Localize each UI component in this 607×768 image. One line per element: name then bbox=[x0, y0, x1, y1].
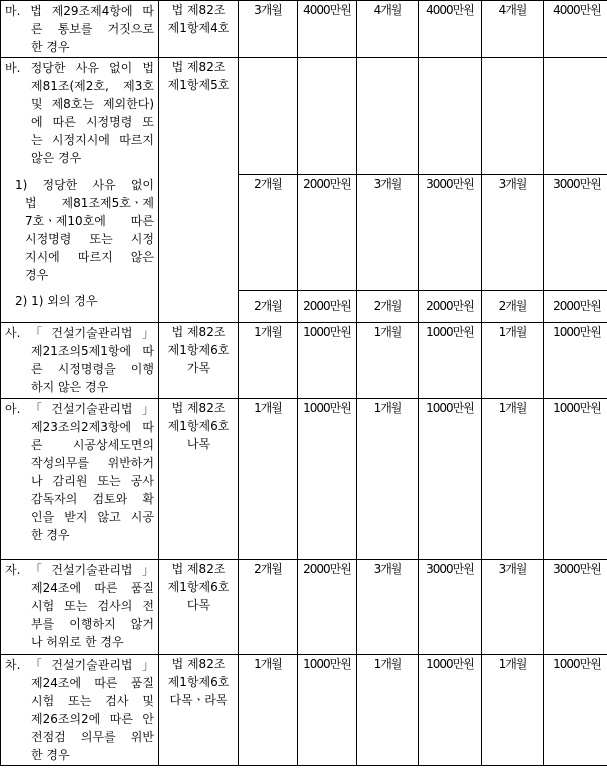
penalty-value: 1개월 bbox=[357, 655, 419, 766]
penalty-value: 3000만원 bbox=[419, 560, 482, 655]
violation-text: 부를 이행하지 않거 bbox=[31, 617, 154, 631]
violation-cell bbox=[1, 560, 159, 655]
table-row bbox=[1, 58, 607, 175]
violation-text: 2) 1) 외의 경우 bbox=[15, 293, 98, 308]
penalty-value: 2000만원 bbox=[298, 175, 357, 291]
penalty-value: 1개월 bbox=[482, 655, 544, 766]
law-text: 다목ㆍ라목 bbox=[169, 693, 228, 707]
penalty-value: 1000만원 bbox=[298, 399, 357, 560]
law-text: 법 제82조 bbox=[171, 657, 226, 671]
penalty-value: 3개월 bbox=[357, 560, 419, 655]
law-text: 제1항제6호 bbox=[167, 580, 230, 594]
penalty-value: 2000만원 bbox=[419, 291, 482, 323]
penalty-value: 4000만원 bbox=[544, 1, 607, 58]
law-text: 법 제82조 bbox=[171, 3, 226, 17]
table-row bbox=[1, 1, 607, 58]
penalty-value: 2개월 bbox=[239, 291, 298, 323]
violation-text: 시험 또는 검사의 전 bbox=[31, 599, 154, 613]
penalty-value: 3개월 bbox=[482, 175, 544, 291]
violation-text: 시험 또는 검사 및 bbox=[31, 694, 154, 708]
law-text: 제1항제6호 bbox=[167, 675, 230, 689]
penalty-value: 4000만원 bbox=[298, 1, 357, 58]
penalty-value: 2개월 bbox=[239, 560, 298, 655]
violation-text: 마. 법 제29조제4항에 따 bbox=[5, 4, 154, 18]
penalty-value: 1개월 bbox=[482, 399, 544, 560]
penalty-value bbox=[419, 58, 482, 175]
law-text: 제1항제6호 bbox=[167, 343, 230, 357]
violation-text: 1) 정당한 사유 없이 bbox=[15, 177, 154, 192]
violation-text: 한 경우 bbox=[31, 748, 70, 762]
violation-text: 나 허위로 한 경우 bbox=[31, 635, 124, 649]
penalty-value: 1000만원 bbox=[298, 655, 357, 766]
law-cell bbox=[159, 58, 239, 175]
violation-text: 사.「건설기술관리법」 bbox=[5, 326, 154, 340]
violation-text: 차.「건설기술관리법」 bbox=[5, 658, 154, 672]
violation-text: 및 제8호는 제외한다) bbox=[31, 97, 154, 111]
table-row bbox=[1, 291, 607, 323]
law-text: 제1항제4호 bbox=[167, 21, 230, 35]
violation-text: 경우 bbox=[25, 267, 49, 282]
law-text: 법 제82조 bbox=[171, 60, 226, 74]
penalty-value: 1000만원 bbox=[298, 323, 357, 399]
penalty-value: 3개월 bbox=[482, 560, 544, 655]
violation-text: 감독자의 검토와 확 bbox=[31, 492, 154, 506]
penalty-value: 3000만원 bbox=[544, 560, 607, 655]
penalty-value: 1000만원 bbox=[419, 655, 482, 766]
penalty-value: 2개월 bbox=[239, 175, 298, 291]
penalty-value: 3000만원 bbox=[419, 175, 482, 291]
violation-cell bbox=[1, 1, 159, 58]
violation-text: 한 경우 bbox=[31, 528, 70, 542]
law-cell bbox=[159, 323, 239, 399]
penalty-value: 1개월 bbox=[482, 323, 544, 399]
violation-text: 제26조의2에 따른 안 bbox=[31, 712, 154, 726]
violation-text: 는 시정지시에 따르지 bbox=[31, 133, 154, 147]
penalty-value: 2개월 bbox=[482, 291, 544, 323]
penalty-value: 1000만원 bbox=[544, 655, 607, 766]
table-row bbox=[1, 655, 607, 766]
law-cell bbox=[159, 399, 239, 560]
violation-cell bbox=[1, 175, 159, 291]
penalty-value: 2000만원 bbox=[298, 291, 357, 323]
violation-text: 에 따른 시정명령 또 bbox=[31, 115, 154, 129]
violation-text: 제81조(제2호, 제3호 bbox=[31, 79, 154, 93]
law-text: 법 제82조 bbox=[171, 562, 226, 576]
violation-text: 른 시정명령을 이행 bbox=[31, 362, 154, 376]
violation-text: 아.「건설기술관리법」 bbox=[5, 402, 154, 416]
violation-text: 제23조의2제3항에 따 bbox=[31, 420, 154, 434]
violation-text: 인을 받지 않고 시공 bbox=[31, 510, 154, 524]
violation-text: 하지 않은 경우 bbox=[31, 380, 109, 394]
penalty-value: 4000만원 bbox=[419, 1, 482, 58]
penalty-value: 2000만원 bbox=[544, 291, 607, 323]
penalty-value: 3개월 bbox=[357, 175, 419, 291]
law-cell bbox=[159, 175, 239, 291]
law-cell bbox=[159, 655, 239, 766]
law-text: 법 제82조 bbox=[171, 401, 226, 415]
penalty-value: 1개월 bbox=[357, 323, 419, 399]
violation-text: 바. 정당한 사유 없이 법 bbox=[5, 61, 154, 75]
penalty-value: 1개월 bbox=[239, 399, 298, 560]
violation-text: 나 감리원 또는 공사 bbox=[31, 474, 154, 488]
violation-cell bbox=[1, 655, 159, 766]
violation-text: 않은 경우 bbox=[31, 151, 82, 165]
penalty-value: 1개월 bbox=[239, 323, 298, 399]
penalty-value: 1000만원 bbox=[419, 399, 482, 560]
violation-text: 른 통보를 거짓으로 bbox=[31, 22, 154, 36]
law-text: 법 제82조 bbox=[171, 325, 226, 339]
penalty-value: 4개월 bbox=[482, 1, 544, 58]
table-row bbox=[1, 175, 607, 291]
penalty-value: 1000만원 bbox=[544, 323, 607, 399]
penalty-value: 1개월 bbox=[239, 655, 298, 766]
penalty-value bbox=[544, 58, 607, 175]
violation-cell bbox=[1, 58, 159, 175]
violation-text: 제24조에 따른 품질 bbox=[31, 676, 154, 690]
violation-cell bbox=[1, 399, 159, 560]
violation-text: 한 경우 bbox=[31, 40, 70, 54]
violation-text: 전점검 의무를 위반 bbox=[31, 730, 154, 744]
violation-text: 제21조의5제1항에 따 bbox=[31, 344, 154, 358]
penalty-value: 1000만원 bbox=[419, 323, 482, 399]
violation-cell bbox=[1, 323, 159, 399]
violation-text: 른 시공상세도면의 bbox=[31, 438, 154, 452]
law-cell bbox=[159, 1, 239, 58]
penalty-value: 1000만원 bbox=[544, 399, 607, 560]
law-cell bbox=[159, 291, 239, 323]
violation-cell bbox=[1, 291, 159, 323]
law-text: 가목 bbox=[186, 361, 211, 375]
law-text: 제1항제5호 bbox=[167, 78, 230, 92]
penalty-value: 2개월 bbox=[357, 291, 419, 323]
penalty-value: 3000만원 bbox=[544, 175, 607, 291]
penalty-value bbox=[239, 58, 298, 175]
table-row bbox=[1, 560, 607, 655]
law-text: 다목 bbox=[186, 598, 211, 612]
penalty-value: 3개월 bbox=[239, 1, 298, 58]
penalty-value bbox=[298, 58, 357, 175]
violation-text: 7호ㆍ제10호에 따른 bbox=[25, 213, 154, 228]
law-text: 나목 bbox=[186, 437, 211, 451]
penalty-value bbox=[357, 58, 419, 175]
violation-text: 작성의무를 위반하거 bbox=[31, 456, 154, 470]
law-cell bbox=[159, 560, 239, 655]
penalty-value bbox=[482, 58, 544, 175]
violation-text: 자.「건설기술관리법」 bbox=[5, 563, 154, 577]
violation-text: 시정명령 또는 시정 bbox=[25, 231, 154, 246]
penalty-value: 2000만원 bbox=[298, 560, 357, 655]
law-text: 제1항제6호 bbox=[167, 419, 230, 433]
penalty-value: 1개월 bbox=[357, 399, 419, 560]
table-row bbox=[1, 399, 607, 560]
table-row bbox=[1, 323, 607, 399]
violation-text: 법 제81조제5호ㆍ제 bbox=[25, 195, 154, 210]
violation-text: 지시에 따르지 않은 bbox=[25, 249, 154, 264]
violation-text: 제24조에 따른 품질 bbox=[31, 581, 154, 595]
penalty-value: 4개월 bbox=[357, 1, 419, 58]
